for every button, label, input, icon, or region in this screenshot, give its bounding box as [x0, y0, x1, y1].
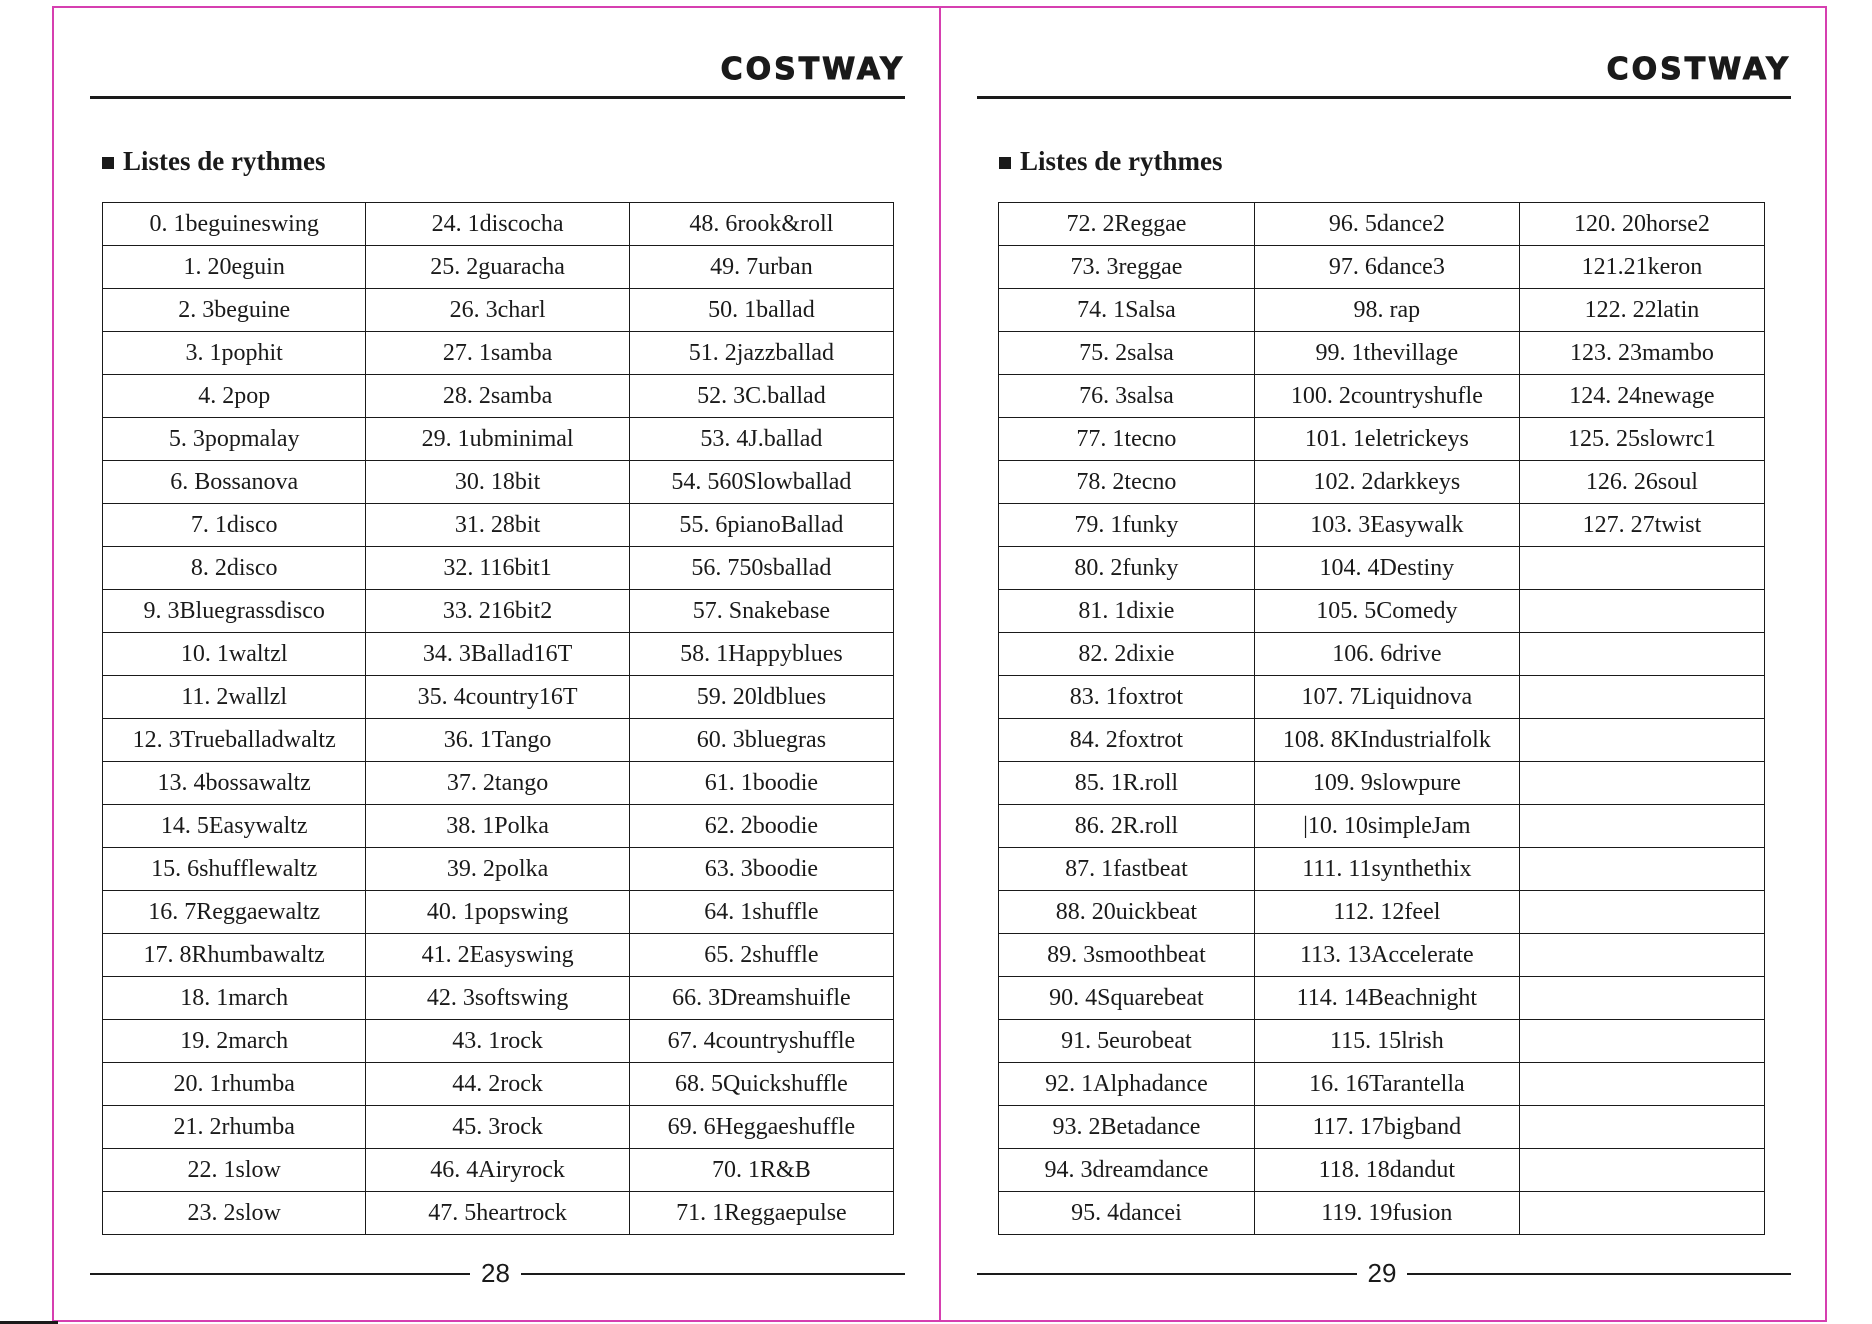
rhythm-cell: 93. 2Betadance	[999, 1106, 1255, 1149]
table-row	[999, 805, 1765, 848]
rhythm-cell: 56. 750sballad	[629, 547, 893, 590]
rhythm-cell	[1519, 633, 1764, 676]
table-row	[103, 1106, 894, 1149]
rhythm-cell: 72. 2Reggae	[999, 203, 1255, 246]
rhythm-cell: 65. 2shuffle	[629, 934, 893, 977]
rhythm-cell: 70. 1R&B	[629, 1149, 893, 1192]
rhythm-cell: 27. 1samba	[366, 332, 629, 375]
table-row	[999, 246, 1765, 289]
rhythm-cell	[1519, 719, 1764, 762]
rhythm-cell: 119. 19fusion	[1254, 1192, 1519, 1235]
rhythm-cell	[1519, 1020, 1764, 1063]
rhythm-cell: 8. 2disco	[103, 547, 366, 590]
rhythm-cell: 55. 6pianoBallad	[629, 504, 893, 547]
rhythm-cell: 104. 4Destiny	[1254, 547, 1519, 590]
table-row	[999, 762, 1765, 805]
table-row	[103, 1020, 894, 1063]
page-left	[52, 6, 940, 1322]
rhythm-cell: 111. 11synthethix	[1254, 848, 1519, 891]
rhythm-cell: 39. 2polka	[366, 848, 629, 891]
rhythm-cell: 22. 1slow	[103, 1149, 366, 1192]
table-row	[103, 762, 894, 805]
rhythm-cell: 16. 7Reggaewaltz	[103, 891, 366, 934]
rhythm-table	[102, 202, 894, 1235]
rhythm-cell: 103. 3Easywalk	[1254, 504, 1519, 547]
rhythm-cell: 25. 2guaracha	[366, 246, 629, 289]
rhythm-cell: 105. 5Comedy	[1254, 590, 1519, 633]
rhythm-cell: 117. 17bigband	[1254, 1106, 1519, 1149]
rhythm-cell: 51. 2jazzballad	[629, 332, 893, 375]
rhythm-cell: 42. 3softswing	[366, 977, 629, 1020]
rhythm-cell: 118. 18dandut	[1254, 1149, 1519, 1192]
rhythm-cell	[1519, 1149, 1764, 1192]
rhythm-cell: 67. 4countryshuffle	[629, 1020, 893, 1063]
rhythm-cell: 13. 4bossawaltz	[103, 762, 366, 805]
section-title-text: Listes de rythmes	[1020, 146, 1223, 176]
rhythm-cell: 2. 3beguine	[103, 289, 366, 332]
footer-rule-right	[1407, 1273, 1791, 1275]
rhythm-table	[998, 202, 1765, 1235]
rhythm-cell: 71. 1Reggaepulse	[629, 1192, 893, 1235]
rhythm-cell: 60. 3bluegras	[629, 719, 893, 762]
rhythm-cell: 45. 3rock	[366, 1106, 629, 1149]
rhythm-cell	[1519, 547, 1764, 590]
table-row	[999, 1149, 1765, 1192]
rhythm-cell: 76. 3salsa	[999, 375, 1255, 418]
table-row	[103, 977, 894, 1020]
rhythm-cell: 102. 2darkkeys	[1254, 461, 1519, 504]
table-row	[103, 848, 894, 891]
rhythm-cell: 126. 26soul	[1519, 461, 1764, 504]
table-row	[999, 418, 1765, 461]
rhythm-cell: 7. 1disco	[103, 504, 366, 547]
rhythm-cell	[1519, 762, 1764, 805]
rhythm-cell: 113. 13Accelerate	[1254, 934, 1519, 977]
rhythm-cell	[1519, 590, 1764, 633]
rhythm-cell: 19. 2march	[103, 1020, 366, 1063]
bullet-square-icon	[102, 157, 114, 169]
table-row	[999, 504, 1765, 547]
rhythm-cell: 86. 2R.roll	[999, 805, 1255, 848]
rhythm-cell: 94. 3dreamdance	[999, 1149, 1255, 1192]
rhythm-cell: 112. 12feel	[1254, 891, 1519, 934]
rhythm-cell: 114. 14Beachnight	[1254, 977, 1519, 1020]
rhythm-cell: 83. 1foxtrot	[999, 676, 1255, 719]
brand-logo: COSTWAY	[1606, 52, 1791, 87]
rhythm-cell	[1519, 676, 1764, 719]
rhythm-cell: 23. 2slow	[103, 1192, 366, 1235]
rhythm-cell: 62. 2boodie	[629, 805, 893, 848]
rhythm-cell: 24. 1discocha	[366, 203, 629, 246]
page-footer	[90, 1258, 905, 1290]
rhythm-cell: 106. 6drive	[1254, 633, 1519, 676]
rhythm-cell: 59. 20ldblues	[629, 676, 893, 719]
rhythm-cell: 96. 5dance2	[1254, 203, 1519, 246]
rhythm-cell: 74. 1Salsa	[999, 289, 1255, 332]
table-row	[999, 375, 1765, 418]
rhythm-cell: 31. 28bit	[366, 504, 629, 547]
rhythm-cell: 88. 20uickbeat	[999, 891, 1255, 934]
page-footer	[977, 1258, 1791, 1290]
rhythm-cell	[1519, 805, 1764, 848]
rhythm-cell: 120. 20horse2	[1519, 203, 1764, 246]
table-row	[103, 719, 894, 762]
header-rule	[977, 96, 1791, 99]
table-row	[999, 590, 1765, 633]
rhythm-cell: 6. Bossanova	[103, 461, 366, 504]
rhythm-cell: 38. 1Polka	[366, 805, 629, 848]
rhythm-cell: 37. 2tango	[366, 762, 629, 805]
table-row	[999, 848, 1765, 891]
rhythm-cell: 99. 1thevillage	[1254, 332, 1519, 375]
rhythm-cell: 68. 5Quickshuffle	[629, 1063, 893, 1106]
rhythm-cell	[1519, 1106, 1764, 1149]
rhythm-cell: 21. 2rhumba	[103, 1106, 366, 1149]
table-row	[999, 719, 1765, 762]
table-row	[999, 1020, 1765, 1063]
section-title	[102, 146, 325, 177]
rhythm-cell: 18. 1march	[103, 977, 366, 1020]
rhythm-cell	[1519, 934, 1764, 977]
brand-logo: COSTWAY	[720, 52, 905, 87]
rhythm-cell: 4. 2pop	[103, 375, 366, 418]
rhythm-cell: 115. 15lrish	[1254, 1020, 1519, 1063]
rhythm-cell: 20. 1rhumba	[103, 1063, 366, 1106]
rhythm-cell: 78. 2tecno	[999, 461, 1255, 504]
section-title-text: Listes de rythmes	[123, 146, 326, 176]
rhythm-cell: 97. 6dance3	[1254, 246, 1519, 289]
rhythm-cell: |10. 10simpleJam	[1254, 805, 1519, 848]
rhythm-cell: 66. 3Dreamshuifle	[629, 977, 893, 1020]
rhythm-cell: 109. 9slowpure	[1254, 762, 1519, 805]
rhythm-cell: 41. 2Easyswing	[366, 934, 629, 977]
rhythm-cell: 17. 8Rhumbawaltz	[103, 934, 366, 977]
rhythm-cell: 10. 1waltzl	[103, 633, 366, 676]
header-rule	[90, 96, 905, 99]
rhythm-cell: 124. 24newage	[1519, 375, 1764, 418]
table-row	[999, 332, 1765, 375]
rhythm-cell: 44. 2rock	[366, 1063, 629, 1106]
section-title	[999, 146, 1222, 177]
table-row	[103, 934, 894, 977]
rhythm-cell: 1. 20eguin	[103, 246, 366, 289]
table-row	[103, 203, 894, 246]
rhythm-cell: 69. 6Heggaeshuffle	[629, 1106, 893, 1149]
table-row	[103, 891, 894, 934]
rhythm-cell: 46. 4Airyrock	[366, 1149, 629, 1192]
table-row	[103, 289, 894, 332]
rhythm-cell: 100. 2countryshufle	[1254, 375, 1519, 418]
rhythm-cell: 81. 1dixie	[999, 590, 1255, 633]
table-row	[103, 246, 894, 289]
rhythm-cell: 122. 22latin	[1519, 289, 1764, 332]
rhythm-cell: 32. 116bit1	[366, 547, 629, 590]
rhythm-cell: 53. 4J.ballad	[629, 418, 893, 461]
rhythm-cell: 125. 25slowrc1	[1519, 418, 1764, 461]
rhythm-cell: 3. 1pophit	[103, 332, 366, 375]
table-row	[103, 1149, 894, 1192]
table-row	[103, 504, 894, 547]
rhythm-cell: 14. 5Easywaltz	[103, 805, 366, 848]
rhythm-cell: 79. 1funky	[999, 504, 1255, 547]
table-row	[103, 375, 894, 418]
rhythm-cell: 91. 5eurobeat	[999, 1020, 1255, 1063]
rhythm-cell: 95. 4dancei	[999, 1192, 1255, 1235]
rhythm-cell: 57. Snakebase	[629, 590, 893, 633]
rhythm-cell: 84. 2foxtrot	[999, 719, 1255, 762]
rhythm-cell: 77. 1tecno	[999, 418, 1255, 461]
table-row	[999, 203, 1765, 246]
rhythm-cell: 40. 1popswing	[366, 891, 629, 934]
table-row	[999, 547, 1765, 590]
table-row	[999, 1192, 1765, 1235]
rhythm-cell	[1519, 1192, 1764, 1235]
rhythm-cell: 26. 3charl	[366, 289, 629, 332]
page-number: 29	[1367, 1258, 1397, 1288]
table-row	[103, 332, 894, 375]
table-row	[103, 805, 894, 848]
rhythm-cell: 16. 16Tarantella	[1254, 1063, 1519, 1106]
table-row	[999, 934, 1765, 977]
rhythm-cell: 43. 1rock	[366, 1020, 629, 1063]
rhythm-cell: 47. 5heartrock	[366, 1192, 629, 1235]
rhythm-cell: 50. 1ballad	[629, 289, 893, 332]
rhythm-cell: 101. 1eletrickeys	[1254, 418, 1519, 461]
page-number: 28	[481, 1258, 510, 1288]
rhythm-cell: 36. 1Tango	[366, 719, 629, 762]
rhythm-cell: 49. 7urban	[629, 246, 893, 289]
rhythm-cell: 80. 2funky	[999, 547, 1255, 590]
rhythm-cell: 127. 27twist	[1519, 504, 1764, 547]
rhythm-cell: 35. 4country16T	[366, 676, 629, 719]
rhythm-cell: 107. 7Liquidnova	[1254, 676, 1519, 719]
rhythm-cell	[1519, 977, 1764, 1020]
rhythm-cell: 52. 3C.ballad	[629, 375, 893, 418]
table-row	[103, 418, 894, 461]
rhythm-cell: 54. 560Slowballad	[629, 461, 893, 504]
bullet-square-icon	[999, 157, 1011, 169]
rhythm-cell: 82. 2dixie	[999, 633, 1255, 676]
rhythm-cell	[1519, 848, 1764, 891]
table-row	[999, 676, 1765, 719]
rhythm-cell: 33. 216bit2	[366, 590, 629, 633]
rhythm-cell: 75. 2salsa	[999, 332, 1255, 375]
table-row	[103, 461, 894, 504]
rhythm-cell: 64. 1shuffle	[629, 891, 893, 934]
page-right	[940, 6, 1827, 1322]
rhythm-cell: 48. 6rook&roll	[629, 203, 893, 246]
rhythm-cell	[1519, 1063, 1764, 1106]
table-row	[103, 1192, 894, 1235]
rhythm-cell: 34. 3Ballad16T	[366, 633, 629, 676]
rhythm-cell: 123. 23mambo	[1519, 332, 1764, 375]
table-row	[999, 1063, 1765, 1106]
rhythm-cell: 0. 1beguineswing	[103, 203, 366, 246]
rhythm-cell: 5. 3popmalay	[103, 418, 366, 461]
rhythm-cell: 28. 2samba	[366, 375, 629, 418]
rhythm-cell: 61. 1boodie	[629, 762, 893, 805]
table-row	[103, 633, 894, 676]
rhythm-cell: 98. rap	[1254, 289, 1519, 332]
rhythm-cell: 12. 3Trueballadwaltz	[103, 719, 366, 762]
rhythm-cell	[1519, 891, 1764, 934]
table-row	[103, 1063, 894, 1106]
footer-rule-right	[521, 1273, 905, 1275]
table-row	[999, 289, 1765, 332]
footer-rule-left	[977, 1273, 1357, 1275]
table-row	[103, 590, 894, 633]
table-row	[103, 547, 894, 590]
rhythm-cell: 90. 4Squarebeat	[999, 977, 1255, 1020]
rhythm-cell: 108. 8KIndustrialfolk	[1254, 719, 1519, 762]
table-row	[999, 461, 1765, 504]
table-row	[999, 1106, 1765, 1149]
rhythm-cell: 9. 3Bluegrassdisco	[103, 590, 366, 633]
rhythm-cell: 87. 1fastbeat	[999, 848, 1255, 891]
table-row	[103, 676, 894, 719]
rhythm-cell: 58. 1Happyblues	[629, 633, 893, 676]
rhythm-cell: 73. 3reggae	[999, 246, 1255, 289]
rhythm-cell: 29. 1ubminimal	[366, 418, 629, 461]
footer-rule-left	[90, 1273, 470, 1275]
rhythm-cell: 11. 2wallzl	[103, 676, 366, 719]
rhythm-cell: 15. 6shufflewaltz	[103, 848, 366, 891]
table-row	[999, 633, 1765, 676]
table-row	[999, 977, 1765, 1020]
rhythm-cell: 85. 1R.roll	[999, 762, 1255, 805]
rhythm-cell: 92. 1Alphadance	[999, 1063, 1255, 1106]
rhythm-cell: 63. 3boodie	[629, 848, 893, 891]
table-row	[999, 891, 1765, 934]
rhythm-cell: 30. 18bit	[366, 461, 629, 504]
rhythm-cell: 89. 3smoothbeat	[999, 934, 1255, 977]
rhythm-cell: 121.21keron	[1519, 246, 1764, 289]
